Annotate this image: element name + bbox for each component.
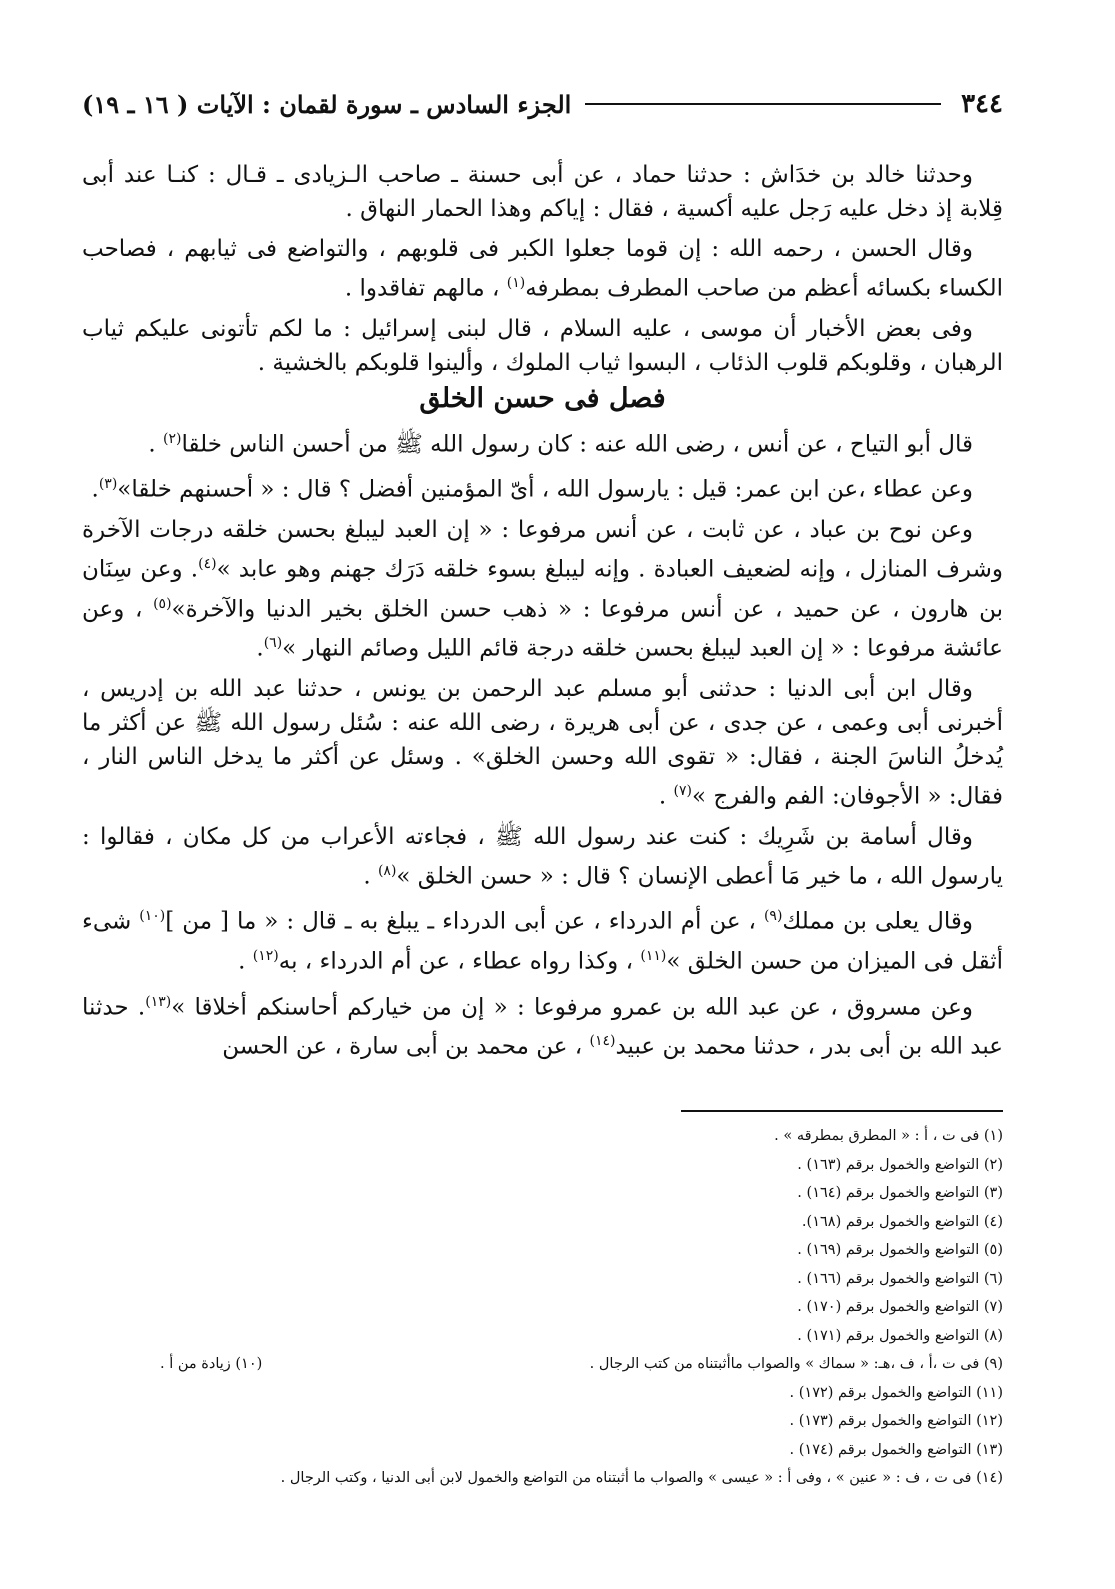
footnotes [160, 1122, 1003, 1493]
footnote-ref[interactable]: (٦) [263, 635, 283, 652]
footnote: (٩) فى ت ،أ ، ف ،هـ: « سماك » والصواب ماأثبتناه من كتب الرجال . [589, 1356, 1003, 1372]
footnote-ref[interactable]: (١) [506, 275, 526, 291]
footnote: (٦) التواضع والخمول برقم (١٦٦) . [797, 1270, 1003, 1287]
footnote-row [160, 1350, 1003, 1379]
footnote: (١) فى ت ، أ : « المطرق بمطرقه » . [774, 1128, 1003, 1144]
footnote-ref[interactable]: (٧) [673, 782, 692, 799]
paragraph: وقال الحسن ، رحمه الله : إن قوما جعلوا الكبر فى قلوبهم ، والتواضع فى ثيابهم ، فصاحب الكساء بكسائه أعظم من صاحب المطرف بمطرفه$^{(١)}$ ، مالهم تفاقدوا . [82, 236, 1003, 302]
paragraph: وقال أسامة بن شَرِيك : كنت عند رسول الله ﷺ ، فجاءته الأعراب من كل مكان ، فقالوا : يارسول الله ، ما خير مَا أعطى الإنسان ؟ قال : « حسن الخلق »$^{(٨)}$ . [82, 823, 1003, 890]
footnote-ref[interactable]: (٩) [763, 908, 783, 925]
footnote-ref[interactable]: (١٢) [252, 947, 279, 964]
page-header [82, 82, 1003, 126]
paragraph: قال أبو التياح ، عن أنس ، رضى الله عنه : كان رسول الله ﷺ من أحسن الناس خلقا$^{(٢)}$ . [148, 430, 973, 458]
footnote: (٢) التواضع والخمول برقم (١٦٣) . [797, 1156, 1003, 1173]
footnote: (٤) التواضع والخمول برقم (١٦٨). [801, 1213, 1003, 1230]
paragraph: وعن مسروق ، عن عبد الله بن عمرو مرفوعا : « إن من خياركم أحاسنكم أخلاقا »$^{(١٣)}$. حدثنا عبد الله بن أبى بدر ، حدثنا محمد بن عبيد$^{(١٤)}$ ، عن محمد بن أبى سارة ، عن الحسن [82, 993, 1003, 1060]
footnote-ref[interactable]: (١٠) [139, 908, 166, 925]
footnote-ref[interactable]: (١٣) [145, 993, 172, 1010]
paragraph: وفى بعض الأخبار أن موسى ، عليه السلام ، قال لبنى إسرائيل : ما لكم تأتونى عليكم ثياب الرهبان ، وقلوبكم قلوب الذئاب ، البسوا ثياب الملوك ، وألينوا قلوبكم بالخشية . [82, 315, 1003, 376]
running-head: الجزء السادس ـ سورة لقمان : الآيات ( ١٦ ـ ١٩) [82, 89, 572, 119]
footnote-separator [681, 1110, 1003, 1112]
footnote-ref[interactable]: (١١) [640, 947, 667, 964]
footnote-ref[interactable]: (٣) [98, 476, 118, 493]
footnote: (١٢) التواضع والخمول برقم (١٧٣) . [789, 1413, 1003, 1429]
footnote-ref[interactable]: (٨) [377, 862, 397, 879]
footnote: (١٤) فى ت ، ف : « عنين » ، وفى أ : « عيسى » والصواب ما أثبتناه من التواضع والخمول لابن أبى الدنيا ، وكتب الرجال . [280, 1470, 1003, 1486]
paragraph: وحدثنا خالد بن خدَاش : حدثنا حماد ، عن أبى حسنة ـ صاحب الـزيادى ـ قـال : كنـا عند أبى قِلابة إذ دخل عليه رَجل عليه أكسية ، فقال : إياكم وهذا الحمار النهاق . [82, 162, 1003, 222]
footnote: (٥) التواضع والخمول برقم (١٦٩) . [797, 1242, 1003, 1258]
page-number: ٣٤٤ [961, 89, 1003, 119]
footnote-aside: (١٠) زيادة من أ . [160, 1356, 263, 1372]
header-rule [585, 103, 941, 105]
footnote-ref[interactable]: (٢) [163, 430, 182, 447]
main-text [82, 158, 1003, 1070]
paragraph: وعن عطاء ،عن ابن عمر: قيل : يارسول الله ، أىّ المؤمنين أفضل ؟ قال : « أحسنهم خلقا»$^{(٣)}$. [91, 476, 973, 503]
footnote-ref[interactable]: (٤) [198, 555, 217, 572]
footnote-ref[interactable]: (٥) [153, 595, 172, 612]
paragraph: وقال ابن أبى الدنيا : حدثنى أبو مسلم عبد الرحمن بن يونس ، حدثنا عبد الله بن إدريس ، أخبرنى أبى وعمى ، عن جدى ، عن أبى هريرة ، رضى الله عنه : سُئل رسول الله ﷺ عن أكثر ما يُدخلُ الناسَ الجنة ، فقال: « تقوى الله وحسن الخلق» . وسئل عن أكثر ما يدخل الناس النار ، فقال: « الأجوفان: الفم والفرج »$^{(٧)}$ . [82, 675, 1003, 810]
section-title: فصل فى حسن الخلق [419, 382, 666, 414]
paragraph: وقال يعلى بن مملك$^{(٩)}$ ، عن أم الدرداء ، عن أبى الدرداء ـ يبلغ به ـ قال : « ما [ من ]$^{(١٠)}$ شىء أثقل فى الميزان من حسن الخلق »$^{(١١)}$ ، وكذا رواه عطاء ، عن أم الدرداء ، به$^{(١٢)}$ . [82, 908, 1003, 975]
footnote: (٣) التواضع والخمول برقم (١٦٤) . [797, 1185, 1003, 1201]
footnote: (٨) التواضع والخمول برقم (١٧١) . [797, 1327, 1003, 1344]
paragraph: وعن نوح بن عباد ، عن ثابت ، عن أنس مرفوعا : « إن العبد ليبلغ بحسن خلقه درجات الآخرة وشرف المنازل ، وإنه لضعيف العبادة . وإنه ليبلغ بسوء خلقه دَرَك جهنم وهو عابد »$^{(٤)}$. وعن سِنَان بن هارون ، عن حميد ، عن أنس مرفوعا : « ذهب حسن الخلق بخير الدنيا والآخرة»$^{(٥)}$ ، وعن عائشة مرفوعا : « إن العبد ليبلغ بحسن خلقه درجة قائم الليل وصائم النهار »$^{(٦)}$. [82, 516, 1003, 662]
footnote: (١٣) التواضع والخمول برقم (١٧٤) . [789, 1441, 1003, 1458]
footnote: (١١) التواضع والخمول برقم (١٧٢) . [789, 1384, 1003, 1401]
footnote-ref[interactable]: (١٤) [589, 1033, 616, 1050]
footnote: (٧) التواضع والخمول برقم (١٧٠) . [797, 1299, 1003, 1315]
